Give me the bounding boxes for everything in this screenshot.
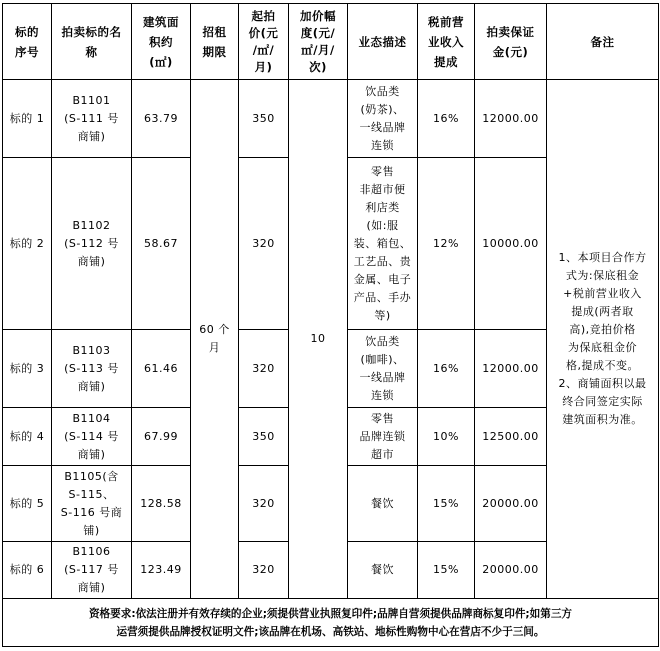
revenue-share: 16%: [418, 80, 475, 158]
header-remarks: 备注: [547, 4, 659, 80]
business: 零售 非超市便 利店类 (如:服 装、箱包、 工艺品、贵 金属、电子 产品、手办 等): [348, 158, 418, 330]
qualification-row: [3, 599, 659, 647]
header-row: [3, 4, 659, 80]
table-row: [3, 80, 659, 158]
lot-no: 标的 5: [3, 466, 52, 542]
area: 63.79: [132, 80, 191, 158]
area: 61.46: [132, 330, 191, 408]
lot-no: 标的 6: [3, 542, 52, 599]
area: 123.49: [132, 542, 191, 599]
lot-name: B1106 (S-117 号 商铺): [52, 542, 132, 599]
business: 饮品类 (咖啡)、 一线品牌 连锁: [348, 330, 418, 408]
header-area: 建筑面 积约 (㎡): [132, 4, 191, 80]
header-start-price: 起拍 价(元 /㎡/ 月): [239, 4, 289, 80]
lot-name: B1102 (S-112 号 商铺): [52, 158, 132, 330]
revenue-share: 12%: [418, 158, 475, 330]
header-term: 招租 期限: [191, 4, 239, 80]
lot-name: B1105(含 S-115、 S-116 号商 铺): [52, 466, 132, 542]
start-price: 320: [239, 466, 289, 542]
header-revenue-share: 税前营 业收入 提成: [418, 4, 475, 80]
revenue-share: 15%: [418, 466, 475, 542]
area: 128.58: [132, 466, 191, 542]
business: 零售 品牌连锁 超市: [348, 408, 418, 466]
business: 餐饮: [348, 542, 418, 599]
auction-table: [2, 3, 659, 647]
header-deposit: 拍卖保证 金(元): [475, 4, 547, 80]
header-increment: 加价幅 度(元/ ㎡/月/ 次): [289, 4, 348, 80]
deposit: 20000.00: [475, 466, 547, 542]
deposit: 12000.00: [475, 330, 547, 408]
term: 60 个 月: [191, 80, 239, 599]
lot-no: 标的 2: [3, 158, 52, 330]
header-lot-no: 标的 序号: [3, 4, 52, 80]
start-price: 320: [239, 158, 289, 330]
header-lot-name: 拍卖标的名 称: [52, 4, 132, 80]
revenue-share: 16%: [418, 330, 475, 408]
lot-no: 标的 4: [3, 408, 52, 466]
lot-name: B1101 (S-111 号 商铺): [52, 80, 132, 158]
revenue-share: 10%: [418, 408, 475, 466]
lot-no: 标的 1: [3, 80, 52, 158]
start-price: 320: [239, 542, 289, 599]
deposit: 12500.00: [475, 408, 547, 466]
qualification-requirements: 资格要求:依法注册并有效存续的企业;须提供营业执照复印件;品牌自营须提供品牌商标复印件;如第三方 运营须提供品牌授权证明文件;该品牌在机场、高铁站、地标性购物中心在营店不少于三间。: [3, 599, 659, 647]
deposit: 12000.00: [475, 80, 547, 158]
business: 饮品类 (奶茶)、 一线品牌 连锁: [348, 80, 418, 158]
revenue-share: 15%: [418, 542, 475, 599]
lot-name: B1104 (S-114 号 商铺): [52, 408, 132, 466]
header-business: 业态描述: [348, 4, 418, 80]
start-price: 350: [239, 408, 289, 466]
remarks: 1、本项目合作方 式为:保底租金 +税前营业收入 提成(两者取 高),竞拍价格 为保底租金价 格,提成不变。 2、商铺面积以最 终合同签定实际 建筑面积为准。: [547, 80, 659, 599]
start-price: 350: [239, 80, 289, 158]
area: 67.99: [132, 408, 191, 466]
business: 餐饮: [348, 466, 418, 542]
lot-no: 标的 3: [3, 330, 52, 408]
start-price: 320: [239, 330, 289, 408]
deposit: 20000.00: [475, 542, 547, 599]
increment: 10: [289, 80, 348, 599]
area: 58.67: [132, 158, 191, 330]
lot-name: B1103 (S-113 号 商铺): [52, 330, 132, 408]
deposit: 10000.00: [475, 158, 547, 330]
